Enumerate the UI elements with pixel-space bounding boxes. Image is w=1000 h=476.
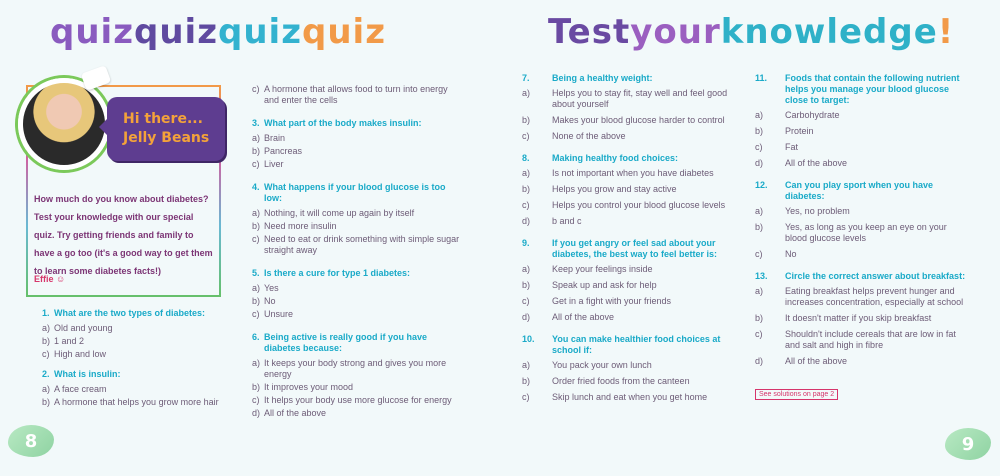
question-number: 8. [522,153,530,163]
question-heading [522,153,734,164]
option-letter: a) [42,384,51,394]
answer-option[interactable] [252,408,460,419]
option-letter: c) [522,131,530,141]
quiz-question [755,73,970,169]
question-text: Being active is really good if you have diabetes because: [264,332,428,353]
option-text: Nothing, it will come up again by itself [264,208,415,218]
answer-option[interactable] [755,356,970,367]
question-text: Foods that contain the following nutrient helps you manage your blood glucose close to target: [785,73,960,105]
option-letter: c) [755,329,763,339]
answer-option[interactable] [42,384,232,395]
bubble-name: Jelly Beans [123,130,210,146]
option-letter: c) [522,392,530,402]
option-letter: c) [252,395,260,405]
answer-option[interactable] [252,382,460,393]
option-text: You pack your own lunch [552,360,652,370]
question-number: 10. [522,334,535,344]
question-heading [42,308,232,319]
option-text: Old and young [54,323,113,333]
option-text: High and low [54,349,107,359]
question-column-3 [522,73,734,414]
option-text: Eating breakfast helps prevent hunger and increases concentration, especially at school [785,286,964,307]
option-text: Need more insulin [264,221,337,231]
option-text: Makes your blood glucose harder to control [552,115,725,125]
answer-option[interactable] [755,110,970,121]
option-letter: a) [522,264,531,274]
question-heading [755,180,970,202]
option-text: Fat [785,142,799,152]
option-text: All of the above [785,158,848,168]
option-text: All of the above [264,408,327,418]
option-letter: c) [755,142,763,152]
option-text: Yes, no problem [785,206,850,216]
option-text: Yes, as long as you keep an eye on your blood glucose levels [785,222,947,243]
option-text: None of the above [552,131,626,141]
option-text: Skip lunch and eat when you get home [552,392,708,402]
option-text: Is not important when you have diabetes [552,168,714,178]
quiz-question [252,118,460,170]
quiz-question [252,84,460,106]
question-number: 2. [42,369,50,379]
question-number: 4. [252,182,260,192]
question-number: 13. [755,271,768,281]
answer-option[interactable] [252,221,460,232]
answer-option[interactable] [252,208,460,219]
title-word: quiz [134,12,218,52]
quiz-question [42,308,232,360]
option-text: No [264,296,276,306]
speech-bubble [107,97,225,161]
answer-option[interactable] [252,283,460,294]
quiz-question [755,271,970,367]
answer-option[interactable] [522,168,734,179]
question-column-4 [755,73,970,378]
answer-option[interactable] [755,329,970,351]
answer-option[interactable] [755,206,970,217]
question-text: What part of the body makes insulin: [264,118,422,128]
option-text: Get in a fight with your friends [552,296,672,306]
option-text: b and c [552,216,582,226]
option-letter: c) [252,84,260,94]
question-text: What is insulin: [54,369,121,379]
answer-option[interactable] [252,146,460,157]
option-letter: c) [522,200,530,210]
question-heading [252,182,460,204]
quiz-question [252,182,460,256]
question-heading [755,271,970,282]
option-text: It helps your body use more glucose for energy [264,395,452,405]
option-text: Yes [264,283,279,293]
question-number: 7. [522,73,530,83]
title-word: quiz [218,12,302,52]
title-word: your [630,12,721,52]
option-letter: b) [755,126,764,136]
question-heading [755,73,970,106]
question-heading [252,268,460,279]
answer-option[interactable] [522,184,734,195]
answer-option[interactable] [522,131,734,142]
avatar [18,78,110,170]
question-text: Being a healthy weight: [552,73,653,83]
answer-option[interactable] [252,309,460,320]
option-text: Helps you control your blood glucose levels [552,200,726,210]
answer-option[interactable] [42,397,232,408]
option-text: Helps you grow and stay active [552,184,677,194]
option-text: Shouldn't include cereals that are low in fat and salt and high in fibre [785,329,956,350]
question-text: You can make healthier food choices at school if: [552,334,721,355]
answer-option[interactable] [42,323,232,334]
option-text: Carbohydrate [785,110,840,120]
answer-option[interactable] [252,133,460,144]
option-letter: a) [42,323,51,333]
question-heading [252,118,460,129]
question-heading [42,369,232,380]
option-letter: c) [522,296,530,306]
option-letter: b) [252,382,261,392]
page-title-left [50,12,386,52]
answer-option[interactable] [522,264,734,275]
page-title-right [548,12,954,52]
answer-option[interactable] [252,159,460,170]
answer-option[interactable] [252,395,460,406]
option-letter: b) [522,376,531,386]
quiz-question [522,238,734,323]
option-letter: c) [755,249,763,259]
option-letter: a) [252,358,261,368]
option-text: Keep your feelings inside [552,264,653,274]
option-letter: a) [755,110,764,120]
option-text: Helps you to stay fit, stay well and feel good about yourself [552,88,728,109]
title-word: knowledge [720,12,938,52]
option-text: It improves your mood [264,382,354,392]
option-text: A hormone that allows food to turn into energy and enter the cells [264,84,448,105]
solutions-note[interactable]: See solutions on page 2 [755,389,838,400]
question-heading [522,238,734,260]
answer-option[interactable] [252,84,460,106]
answer-option[interactable] [522,360,734,371]
title-word: quiz [50,12,134,52]
option-text: A hormone that helps you grow more hair [54,397,219,407]
page-number-right [945,428,991,460]
option-letter: b) [522,115,531,125]
option-letter: d) [755,356,764,366]
option-text: All of the above [552,312,615,322]
answer-option[interactable] [252,234,460,256]
quiz-question [522,153,734,227]
question-number: 9. [522,238,530,248]
bubble-greeting: Hi there... [123,111,203,127]
option-text: Pancreas [264,146,303,156]
answer-option[interactable] [755,249,970,260]
option-text: Unsure [264,309,294,319]
question-heading [522,73,734,84]
option-letter: c) [42,349,50,359]
option-text: Brain [264,133,286,143]
answer-option[interactable] [522,376,734,387]
answer-option[interactable] [42,349,232,360]
quiz-question [522,334,734,403]
option-letter: a) [755,206,764,216]
answer-option[interactable] [755,158,970,169]
question-number: 6. [252,332,260,342]
answer-option[interactable] [42,336,232,347]
answer-option[interactable] [522,296,734,307]
option-letter: c) [252,159,260,169]
answer-option[interactable] [522,200,734,211]
question-number: 3. [252,118,260,128]
answer-option[interactable] [755,313,970,324]
quiz-question [522,73,734,142]
question-column-1 [42,308,232,417]
answer-option[interactable] [522,216,734,227]
question-heading [522,334,734,356]
option-letter: b) [755,313,764,323]
answer-option[interactable] [755,126,970,137]
question-number: 1. [42,308,50,318]
question-text: What happens if your blood glucose is too low: [264,182,446,203]
question-column-2 [252,84,460,431]
option-letter: b) [252,146,261,156]
option-text: It keeps your body strong and gives you more energy [264,358,447,379]
title-word: quiz [302,12,386,52]
option-letter: b) [42,397,51,407]
answer-option[interactable] [755,222,970,244]
option-letter: b) [522,280,531,290]
option-letter: c) [252,234,260,244]
answer-option[interactable] [252,296,460,307]
question-text: If you get angry or feel sad about your diabetes, the best way to feel better is: [552,238,718,259]
option-letter: b) [755,222,764,232]
option-letter: a) [252,133,261,143]
question-text: Making healthy food choices: [552,153,679,163]
quiz-question [252,268,460,320]
question-number: 5. [252,268,260,278]
option-letter: a) [522,168,531,178]
question-text: Can you play sport when you have diabetes: [785,180,934,201]
option-text: Liver [264,159,284,169]
answer-option[interactable] [755,286,970,308]
question-number: 11. [755,73,768,83]
option-letter: d) [522,216,531,226]
intro-signature: Effie ☺ [34,274,66,284]
option-letter: b) [252,296,261,306]
option-letter: a) [252,283,261,293]
title-word: ! [937,12,955,52]
question-text: Is there a cure for type 1 diabetes: [264,268,411,278]
option-text: It doesn't matter if you skip breakfast [785,313,932,323]
question-heading [252,332,460,354]
option-letter: a) [252,208,261,218]
title-word: Test [548,12,631,52]
answer-option[interactable] [522,88,734,110]
option-text: 1 and 2 [54,336,85,346]
answer-option[interactable] [522,312,734,323]
answer-option[interactable] [755,142,970,153]
option-letter: d) [252,408,261,418]
option-letter: a) [522,88,531,98]
option-letter: a) [755,286,764,296]
option-letter: b) [252,221,261,231]
page-number-left-text: 8 [24,431,38,452]
option-text: A face cream [54,384,107,394]
option-text: Need to eat or drink something with simple sugar straight away [264,234,460,255]
page-number-right-text: 9 [961,434,975,455]
answer-option[interactable] [522,392,734,403]
option-letter: c) [252,309,260,319]
option-letter: a) [522,360,531,370]
quiz-question [42,369,232,408]
option-letter: b) [522,184,531,194]
option-letter: d) [755,158,764,168]
intro-text: How much do you know about diabetes? Test your knowledge with our special quiz. Try getting friends and family to have a go too (it's a good way to get them to learn some diabetes facts!) [34,194,213,276]
option-letter: b) [42,336,51,346]
answer-option[interactable] [252,358,460,380]
option-text: All of the above [785,356,848,366]
option-text: No [785,249,797,259]
option-letter: d) [522,312,531,322]
question-text: What are the two types of diabetes: [54,308,206,318]
page-number-left [8,425,54,457]
quiz-question [252,332,460,419]
question-text: Circle the correct answer about breakfast: [785,271,966,281]
question-number: 12. [755,180,768,190]
quiz-question [755,180,970,260]
answer-option[interactable] [522,280,734,291]
answer-option[interactable] [522,115,734,126]
option-text: Protein [785,126,814,136]
option-text: Speak up and ask for help [552,280,657,290]
option-text: Order fried foods from the canteen [552,376,690,386]
